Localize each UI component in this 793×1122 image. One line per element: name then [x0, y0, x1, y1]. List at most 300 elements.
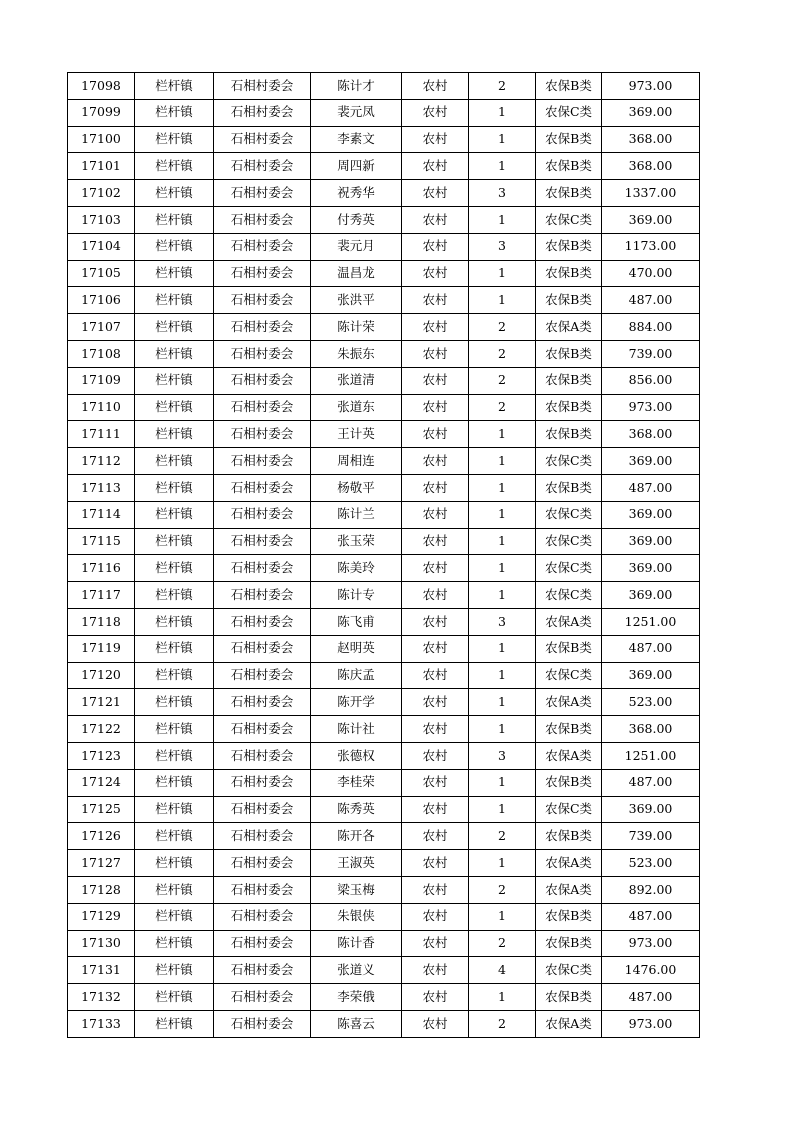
table-row: [68, 769, 700, 796]
cell-person-name: 王计英: [311, 421, 402, 448]
cell-amount: 369.00: [602, 448, 700, 475]
cell-town: 栏杆镇: [135, 876, 214, 903]
cell-insurance-category: 农保B类: [536, 126, 602, 153]
cell-household-size: 1: [469, 635, 536, 662]
cell-household-size: 2: [469, 930, 536, 957]
cell-insurance-category: 农保A类: [536, 608, 602, 635]
cell-area-type: 农村: [402, 474, 469, 501]
table-body: [68, 73, 700, 1038]
cell-insurance-category: 农保C类: [536, 582, 602, 609]
cell-person-name: 王淑英: [311, 850, 402, 877]
cell-record-id: 17114: [68, 501, 135, 528]
cell-insurance-category: 农保B类: [536, 823, 602, 850]
cell-area-type: 农村: [402, 73, 469, 100]
cell-amount: 973.00: [602, 73, 700, 100]
cell-household-size: 1: [469, 555, 536, 582]
cell-village-committee: 石相村委会: [214, 474, 311, 501]
cell-person-name: 朱银侠: [311, 903, 402, 930]
cell-person-name: 陈计社: [311, 716, 402, 743]
cell-record-id: 17117: [68, 582, 135, 609]
cell-household-size: 1: [469, 206, 536, 233]
cell-insurance-category: 农保A类: [536, 876, 602, 903]
cell-area-type: 农村: [402, 421, 469, 448]
cell-person-name: 李素文: [311, 126, 402, 153]
cell-area-type: 农村: [402, 287, 469, 314]
allowance-table: [67, 72, 700, 1038]
cell-insurance-category: 农保B类: [536, 340, 602, 367]
cell-amount: 470.00: [602, 260, 700, 287]
cell-person-name: 裴元月: [311, 233, 402, 260]
cell-town: 栏杆镇: [135, 769, 214, 796]
cell-town: 栏杆镇: [135, 635, 214, 662]
cell-town: 栏杆镇: [135, 662, 214, 689]
cell-insurance-category: 农保A类: [536, 689, 602, 716]
cell-person-name: 张德权: [311, 742, 402, 769]
cell-amount: 973.00: [602, 1010, 700, 1037]
cell-household-size: 1: [469, 662, 536, 689]
cell-town: 栏杆镇: [135, 608, 214, 635]
cell-record-id: 17112: [68, 448, 135, 475]
cell-town: 栏杆镇: [135, 367, 214, 394]
cell-insurance-category: 农保C类: [536, 206, 602, 233]
cell-household-size: 4: [469, 957, 536, 984]
cell-village-committee: 石相村委会: [214, 742, 311, 769]
cell-person-name: 陈美玲: [311, 555, 402, 582]
cell-area-type: 农村: [402, 608, 469, 635]
cell-village-committee: 石相村委会: [214, 689, 311, 716]
table-row: [68, 314, 700, 341]
cell-town: 栏杆镇: [135, 206, 214, 233]
cell-amount: 369.00: [602, 582, 700, 609]
cell-person-name: 陈计兰: [311, 501, 402, 528]
cell-household-size: 1: [469, 689, 536, 716]
table-row: [68, 662, 700, 689]
cell-village-committee: 石相村委会: [214, 823, 311, 850]
table-row: [68, 555, 700, 582]
cell-town: 栏杆镇: [135, 99, 214, 126]
cell-amount: 487.00: [602, 903, 700, 930]
cell-insurance-category: 农保B类: [536, 769, 602, 796]
cell-town: 栏杆镇: [135, 260, 214, 287]
cell-area-type: 农村: [402, 930, 469, 957]
cell-town: 栏杆镇: [135, 448, 214, 475]
cell-record-id: 17100: [68, 126, 135, 153]
cell-insurance-category: 农保C类: [536, 957, 602, 984]
cell-person-name: 周四新: [311, 153, 402, 180]
table-row: [68, 233, 700, 260]
cell-village-committee: 石相村委会: [214, 99, 311, 126]
cell-amount: 368.00: [602, 716, 700, 743]
cell-area-type: 农村: [402, 528, 469, 555]
table-row: [68, 716, 700, 743]
cell-insurance-category: 农保A类: [536, 314, 602, 341]
cell-person-name: 周相连: [311, 448, 402, 475]
cell-record-id: 17101: [68, 153, 135, 180]
table-row: [68, 823, 700, 850]
cell-village-committee: 石相村委会: [214, 233, 311, 260]
cell-town: 栏杆镇: [135, 73, 214, 100]
cell-area-type: 农村: [402, 796, 469, 823]
cell-record-id: 17128: [68, 876, 135, 903]
cell-village-committee: 石相村委会: [214, 769, 311, 796]
cell-household-size: 1: [469, 716, 536, 743]
cell-insurance-category: 农保B类: [536, 930, 602, 957]
cell-record-id: 17107: [68, 314, 135, 341]
cell-household-size: 1: [469, 421, 536, 448]
cell-insurance-category: 农保B类: [536, 394, 602, 421]
cell-household-size: 1: [469, 260, 536, 287]
cell-area-type: 农村: [402, 394, 469, 421]
cell-village-committee: 石相村委会: [214, 448, 311, 475]
cell-person-name: 李荣俄: [311, 984, 402, 1011]
cell-amount: 369.00: [602, 662, 700, 689]
cell-area-type: 农村: [402, 153, 469, 180]
cell-town: 栏杆镇: [135, 233, 214, 260]
table-row: [68, 287, 700, 314]
cell-person-name: 陈计才: [311, 73, 402, 100]
cell-town: 栏杆镇: [135, 984, 214, 1011]
table-row: [68, 260, 700, 287]
cell-village-committee: 石相村委会: [214, 73, 311, 100]
cell-town: 栏杆镇: [135, 823, 214, 850]
cell-person-name: 陈秀英: [311, 796, 402, 823]
cell-amount: 739.00: [602, 823, 700, 850]
cell-household-size: 1: [469, 769, 536, 796]
cell-town: 栏杆镇: [135, 394, 214, 421]
cell-area-type: 农村: [402, 876, 469, 903]
cell-area-type: 农村: [402, 448, 469, 475]
cell-amount: 1173.00: [602, 233, 700, 260]
cell-record-id: 17127: [68, 850, 135, 877]
cell-town: 栏杆镇: [135, 555, 214, 582]
cell-household-size: 2: [469, 73, 536, 100]
table-row: [68, 126, 700, 153]
cell-town: 栏杆镇: [135, 180, 214, 207]
cell-insurance-category: 农保B类: [536, 984, 602, 1011]
cell-amount: 892.00: [602, 876, 700, 903]
cell-person-name: 陈计荣: [311, 314, 402, 341]
cell-town: 栏杆镇: [135, 930, 214, 957]
cell-amount: 1251.00: [602, 608, 700, 635]
cell-household-size: 1: [469, 474, 536, 501]
cell-person-name: 张洪平: [311, 287, 402, 314]
cell-town: 栏杆镇: [135, 501, 214, 528]
cell-town: 栏杆镇: [135, 903, 214, 930]
cell-area-type: 农村: [402, 635, 469, 662]
cell-village-committee: 石相村委会: [214, 662, 311, 689]
cell-household-size: 1: [469, 501, 536, 528]
cell-area-type: 农村: [402, 689, 469, 716]
cell-record-id: 17129: [68, 903, 135, 930]
cell-town: 栏杆镇: [135, 796, 214, 823]
cell-household-size: 1: [469, 287, 536, 314]
cell-household-size: 1: [469, 984, 536, 1011]
cell-person-name: 陈开学: [311, 689, 402, 716]
cell-person-name: 祝秀华: [311, 180, 402, 207]
cell-household-size: 1: [469, 126, 536, 153]
cell-town: 栏杆镇: [135, 474, 214, 501]
cell-area-type: 农村: [402, 850, 469, 877]
cell-village-committee: 石相村委会: [214, 260, 311, 287]
cell-record-id: 17104: [68, 233, 135, 260]
cell-record-id: 17119: [68, 635, 135, 662]
cell-person-name: 陈开各: [311, 823, 402, 850]
cell-village-committee: 石相村委会: [214, 340, 311, 367]
cell-record-id: 17118: [68, 608, 135, 635]
cell-record-id: 17103: [68, 206, 135, 233]
cell-insurance-category: 农保B类: [536, 260, 602, 287]
cell-household-size: 2: [469, 394, 536, 421]
table-row: [68, 957, 700, 984]
cell-village-committee: 石相村委会: [214, 126, 311, 153]
table-row: [68, 367, 700, 394]
cell-insurance-category: 农保C类: [536, 796, 602, 823]
cell-area-type: 农村: [402, 716, 469, 743]
cell-person-name: 陈计香: [311, 930, 402, 957]
table-row: [68, 73, 700, 100]
cell-household-size: 3: [469, 742, 536, 769]
cell-village-committee: 石相村委会: [214, 635, 311, 662]
cell-area-type: 农村: [402, 555, 469, 582]
cell-insurance-category: 农保B类: [536, 367, 602, 394]
cell-village-committee: 石相村委会: [214, 796, 311, 823]
cell-amount: 369.00: [602, 501, 700, 528]
cell-household-size: 1: [469, 99, 536, 126]
cell-record-id: 17130: [68, 930, 135, 957]
cell-person-name: 陈计专: [311, 582, 402, 609]
cell-amount: 739.00: [602, 340, 700, 367]
cell-village-committee: 石相村委会: [214, 1010, 311, 1037]
cell-insurance-category: 农保B类: [536, 73, 602, 100]
cell-amount: 487.00: [602, 984, 700, 1011]
table-row: [68, 448, 700, 475]
cell-area-type: 农村: [402, 582, 469, 609]
cell-record-id: 17108: [68, 340, 135, 367]
cell-area-type: 农村: [402, 769, 469, 796]
cell-area-type: 农村: [402, 984, 469, 1011]
cell-town: 栏杆镇: [135, 689, 214, 716]
cell-record-id: 17105: [68, 260, 135, 287]
cell-area-type: 农村: [402, 340, 469, 367]
cell-amount: 368.00: [602, 421, 700, 448]
cell-area-type: 农村: [402, 823, 469, 850]
cell-town: 栏杆镇: [135, 850, 214, 877]
cell-household-size: 2: [469, 823, 536, 850]
cell-record-id: 17098: [68, 73, 135, 100]
cell-amount: 487.00: [602, 474, 700, 501]
cell-insurance-category: 农保C类: [536, 528, 602, 555]
cell-area-type: 农村: [402, 1010, 469, 1037]
cell-record-id: 17115: [68, 528, 135, 555]
cell-insurance-category: 农保C类: [536, 448, 602, 475]
table-row: [68, 903, 700, 930]
cell-record-id: 17123: [68, 742, 135, 769]
cell-record-id: 17099: [68, 99, 135, 126]
cell-insurance-category: 农保A类: [536, 742, 602, 769]
cell-town: 栏杆镇: [135, 1010, 214, 1037]
cell-person-name: 赵明英: [311, 635, 402, 662]
table-row: [68, 635, 700, 662]
cell-insurance-category: 农保B类: [536, 903, 602, 930]
cell-amount: 1251.00: [602, 742, 700, 769]
cell-area-type: 农村: [402, 233, 469, 260]
cell-person-name: 温昌龙: [311, 260, 402, 287]
cell-record-id: 17106: [68, 287, 135, 314]
cell-person-name: 陈庆孟: [311, 662, 402, 689]
cell-village-committee: 石相村委会: [214, 501, 311, 528]
table-row: [68, 582, 700, 609]
table-row: [68, 528, 700, 555]
cell-town: 栏杆镇: [135, 153, 214, 180]
cell-village-committee: 石相村委会: [214, 180, 311, 207]
cell-insurance-category: 农保C类: [536, 662, 602, 689]
table-row: [68, 850, 700, 877]
cell-village-committee: 石相村委会: [214, 850, 311, 877]
cell-area-type: 农村: [402, 180, 469, 207]
cell-person-name: 杨敬平: [311, 474, 402, 501]
cell-household-size: 1: [469, 796, 536, 823]
cell-household-size: 2: [469, 367, 536, 394]
cell-record-id: 17111: [68, 421, 135, 448]
cell-amount: 856.00: [602, 367, 700, 394]
table-row: [68, 153, 700, 180]
cell-record-id: 17102: [68, 180, 135, 207]
cell-amount: 487.00: [602, 287, 700, 314]
cell-village-committee: 石相村委会: [214, 153, 311, 180]
cell-village-committee: 石相村委会: [214, 582, 311, 609]
cell-area-type: 农村: [402, 501, 469, 528]
cell-record-id: 17116: [68, 555, 135, 582]
cell-amount: 369.00: [602, 528, 700, 555]
cell-insurance-category: 农保A类: [536, 850, 602, 877]
cell-household-size: 2: [469, 1010, 536, 1037]
cell-town: 栏杆镇: [135, 957, 214, 984]
cell-amount: 368.00: [602, 153, 700, 180]
cell-amount: 487.00: [602, 769, 700, 796]
cell-village-committee: 石相村委会: [214, 957, 311, 984]
cell-village-committee: 石相村委会: [214, 984, 311, 1011]
cell-insurance-category: 农保B类: [536, 287, 602, 314]
cell-area-type: 农村: [402, 260, 469, 287]
cell-amount: 369.00: [602, 206, 700, 233]
cell-amount: 523.00: [602, 850, 700, 877]
table-row: [68, 930, 700, 957]
table-row: [68, 689, 700, 716]
cell-village-committee: 石相村委会: [214, 367, 311, 394]
cell-town: 栏杆镇: [135, 742, 214, 769]
cell-record-id: 17133: [68, 1010, 135, 1037]
cell-household-size: 2: [469, 314, 536, 341]
cell-village-committee: 石相村委会: [214, 903, 311, 930]
table-row: [68, 180, 700, 207]
cell-town: 栏杆镇: [135, 716, 214, 743]
table-row: [68, 1010, 700, 1037]
table-row: [68, 876, 700, 903]
cell-insurance-category: 农保B类: [536, 474, 602, 501]
cell-household-size: 1: [469, 528, 536, 555]
cell-insurance-category: 农保B类: [536, 153, 602, 180]
cell-record-id: 17132: [68, 984, 135, 1011]
table-row: [68, 796, 700, 823]
cell-household-size: 3: [469, 608, 536, 635]
cell-village-committee: 石相村委会: [214, 394, 311, 421]
cell-household-size: 2: [469, 340, 536, 367]
cell-person-name: 张道义: [311, 957, 402, 984]
cell-town: 栏杆镇: [135, 528, 214, 555]
cell-town: 栏杆镇: [135, 582, 214, 609]
table-row: [68, 501, 700, 528]
cell-village-committee: 石相村委会: [214, 421, 311, 448]
cell-amount: 1476.00: [602, 957, 700, 984]
cell-area-type: 农村: [402, 99, 469, 126]
cell-village-committee: 石相村委会: [214, 206, 311, 233]
cell-household-size: 3: [469, 180, 536, 207]
cell-town: 栏杆镇: [135, 314, 214, 341]
cell-person-name: 李桂荣: [311, 769, 402, 796]
cell-person-name: 张道东: [311, 394, 402, 421]
cell-amount: 369.00: [602, 99, 700, 126]
cell-village-committee: 石相村委会: [214, 555, 311, 582]
cell-person-name: 朱振东: [311, 340, 402, 367]
cell-village-committee: 石相村委会: [214, 876, 311, 903]
cell-household-size: 1: [469, 448, 536, 475]
cell-person-name: 陈喜云: [311, 1010, 402, 1037]
cell-insurance-category: 农保B类: [536, 716, 602, 743]
cell-insurance-category: 农保B类: [536, 233, 602, 260]
cell-person-name: 梁玉梅: [311, 876, 402, 903]
cell-household-size: 1: [469, 153, 536, 180]
cell-area-type: 农村: [402, 126, 469, 153]
table-row: [68, 340, 700, 367]
cell-town: 栏杆镇: [135, 287, 214, 314]
cell-insurance-category: 农保C类: [536, 501, 602, 528]
cell-person-name: 张道清: [311, 367, 402, 394]
table-row: [68, 984, 700, 1011]
table-row: [68, 474, 700, 501]
cell-amount: 1337.00: [602, 180, 700, 207]
cell-area-type: 农村: [402, 742, 469, 769]
cell-amount: 523.00: [602, 689, 700, 716]
table-row: [68, 608, 700, 635]
cell-record-id: 17113: [68, 474, 135, 501]
cell-record-id: 17125: [68, 796, 135, 823]
cell-amount: 369.00: [602, 555, 700, 582]
cell-village-committee: 石相村委会: [214, 287, 311, 314]
table-row: [68, 421, 700, 448]
cell-person-name: 裴元凤: [311, 99, 402, 126]
cell-person-name: 张玉荣: [311, 528, 402, 555]
cell-amount: 973.00: [602, 394, 700, 421]
cell-area-type: 农村: [402, 957, 469, 984]
cell-household-size: 1: [469, 903, 536, 930]
cell-insurance-category: 农保B类: [536, 421, 602, 448]
cell-village-committee: 石相村委会: [214, 528, 311, 555]
cell-record-id: 17126: [68, 823, 135, 850]
cell-record-id: 17109: [68, 367, 135, 394]
table-row: [68, 206, 700, 233]
table-row: [68, 99, 700, 126]
cell-amount: 884.00: [602, 314, 700, 341]
cell-town: 栏杆镇: [135, 421, 214, 448]
cell-record-id: 17110: [68, 394, 135, 421]
cell-area-type: 农村: [402, 662, 469, 689]
cell-household-size: 1: [469, 850, 536, 877]
cell-town: 栏杆镇: [135, 126, 214, 153]
cell-household-size: 2: [469, 876, 536, 903]
cell-person-name: 付秀英: [311, 206, 402, 233]
cell-household-size: 1: [469, 582, 536, 609]
cell-insurance-category: 农保A类: [536, 1010, 602, 1037]
